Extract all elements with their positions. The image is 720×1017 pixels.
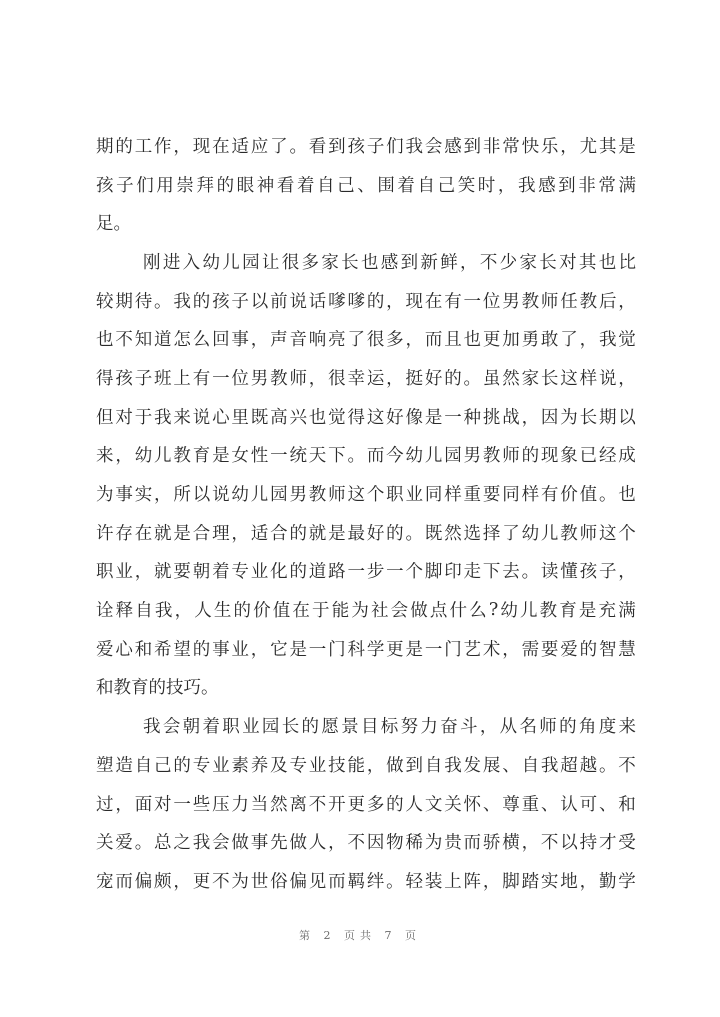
text-line: 塑 造 自 己 的 专 业 素 养 及 专 业 技 能 ， 做 到 自 我 发 展 、 自 我 超 越 。 不	[96, 755, 636, 776]
text-line: 也 不 知 道 怎 么 回 事 ， 声 音 响 亮 了 很 多 ， 而 且 也 更 加 勇 敢 了 ， 我 觉	[96, 330, 636, 351]
text-line: 较 期 待 。 我 的 孩 子 以 前 说 话 嗲 嗲 的 ， 现 在 有 一 位 男 教 师 任 教 后 ，	[96, 291, 636, 312]
text-line: 关 爱 。 总 之 我 会 做 事 先 做 人 ， 不 因 物 稀 为 贵 而 骄 横 ， 不 以 持 才 受	[96, 833, 636, 854]
text-line: 为 事 实 ， 所 以 说 幼 儿 园 男 教 师 这 个 职 业 同 样 重 要 同 样 有 价 值 。 也	[96, 485, 636, 506]
text-line: 足 。	[96, 214, 131, 235]
page-number-footer: 第 2 页共 7 页	[299, 929, 421, 942]
text-line: 刚 进 入 幼 儿 园 让 很 多 家 长 也 感 到 新 鲜 ， 不 少 家 长 对 其 也 比	[143, 252, 636, 273]
text-line: 我 会 朝 着 职 业 园 长 的 愿 景 目 标 努 力 奋 斗 ， 从 名 师 的 角 度 来	[143, 717, 636, 738]
text-line: 期 的 工 作 ， 现 在 适 应 了 。 看 到 孩 子 们 我 会 感 到 非 常 快 乐 ， 尤 其 是	[96, 136, 636, 157]
text-line: 诠 释 自 我 ， 人 生 的 价 值 在 于 能 为 社 会 做 点 什 么 ? 幼 儿 教 育 是 充 满	[96, 599, 636, 622]
text-line: 但 对 于 我 来 说 心 里 既 高 兴 也 觉 得 这 好 像 是 一 种 挑 战 ， 因 为 长 期 以	[96, 407, 636, 428]
text-line: 过 ， 面 对 一 些 压 力 当 然 离 不 开 更 多 的 人 文 关 怀 、 尊 重 、 认 可 、 和	[96, 794, 636, 815]
text-line: 职 业 ， 就 要 朝 着 专 业 化 的 道 路 一 步 一 个 脚 印 走 下 去 。 读 懂 孩 子 ，	[96, 562, 636, 583]
text-line: 得 孩 子 班 上 有 一 位 男 教 师 ， 很 幸 运 ， 挺 好 的 。 虽 然 家 长 这 样 说 ，	[96, 368, 636, 389]
text-line: 来 ， 幼 儿 教 育 是 女 性 一 统 天 下 。 而 今 幼 儿 园 男 教 师 的 现 象 已 经 成	[96, 446, 636, 467]
text-line: 和 教 育 的 技 巧 。	[96, 678, 219, 699]
body-text	[96, 126, 636, 900]
text-line: 爱 心 和 希 望 的 事 业 ， 它 是 一 门 科 学 更 是 一 门 艺 术 ， 需 要 爱 的 智 慧	[96, 639, 636, 660]
text-line: 宠 而 偏 颇 ， 更 不 为 世 俗 偏 见 而 羁 绊 。 轻 装 上 阵 ， 脚 踏 实 地 ， 勤 学	[96, 871, 636, 892]
text-line: 许 存 在 就 是 合 理 ， 适 合 的 就 是 最 好 的 。 既 然 选 择 了 幼 儿 教 师 这 个	[96, 523, 636, 544]
text-line: 孩 子 们 用 崇 拜 的 眼 神 看 着 自 己 、 围 着 自 己 笑 时 ， 我 感 到 非 常 满	[96, 175, 636, 196]
